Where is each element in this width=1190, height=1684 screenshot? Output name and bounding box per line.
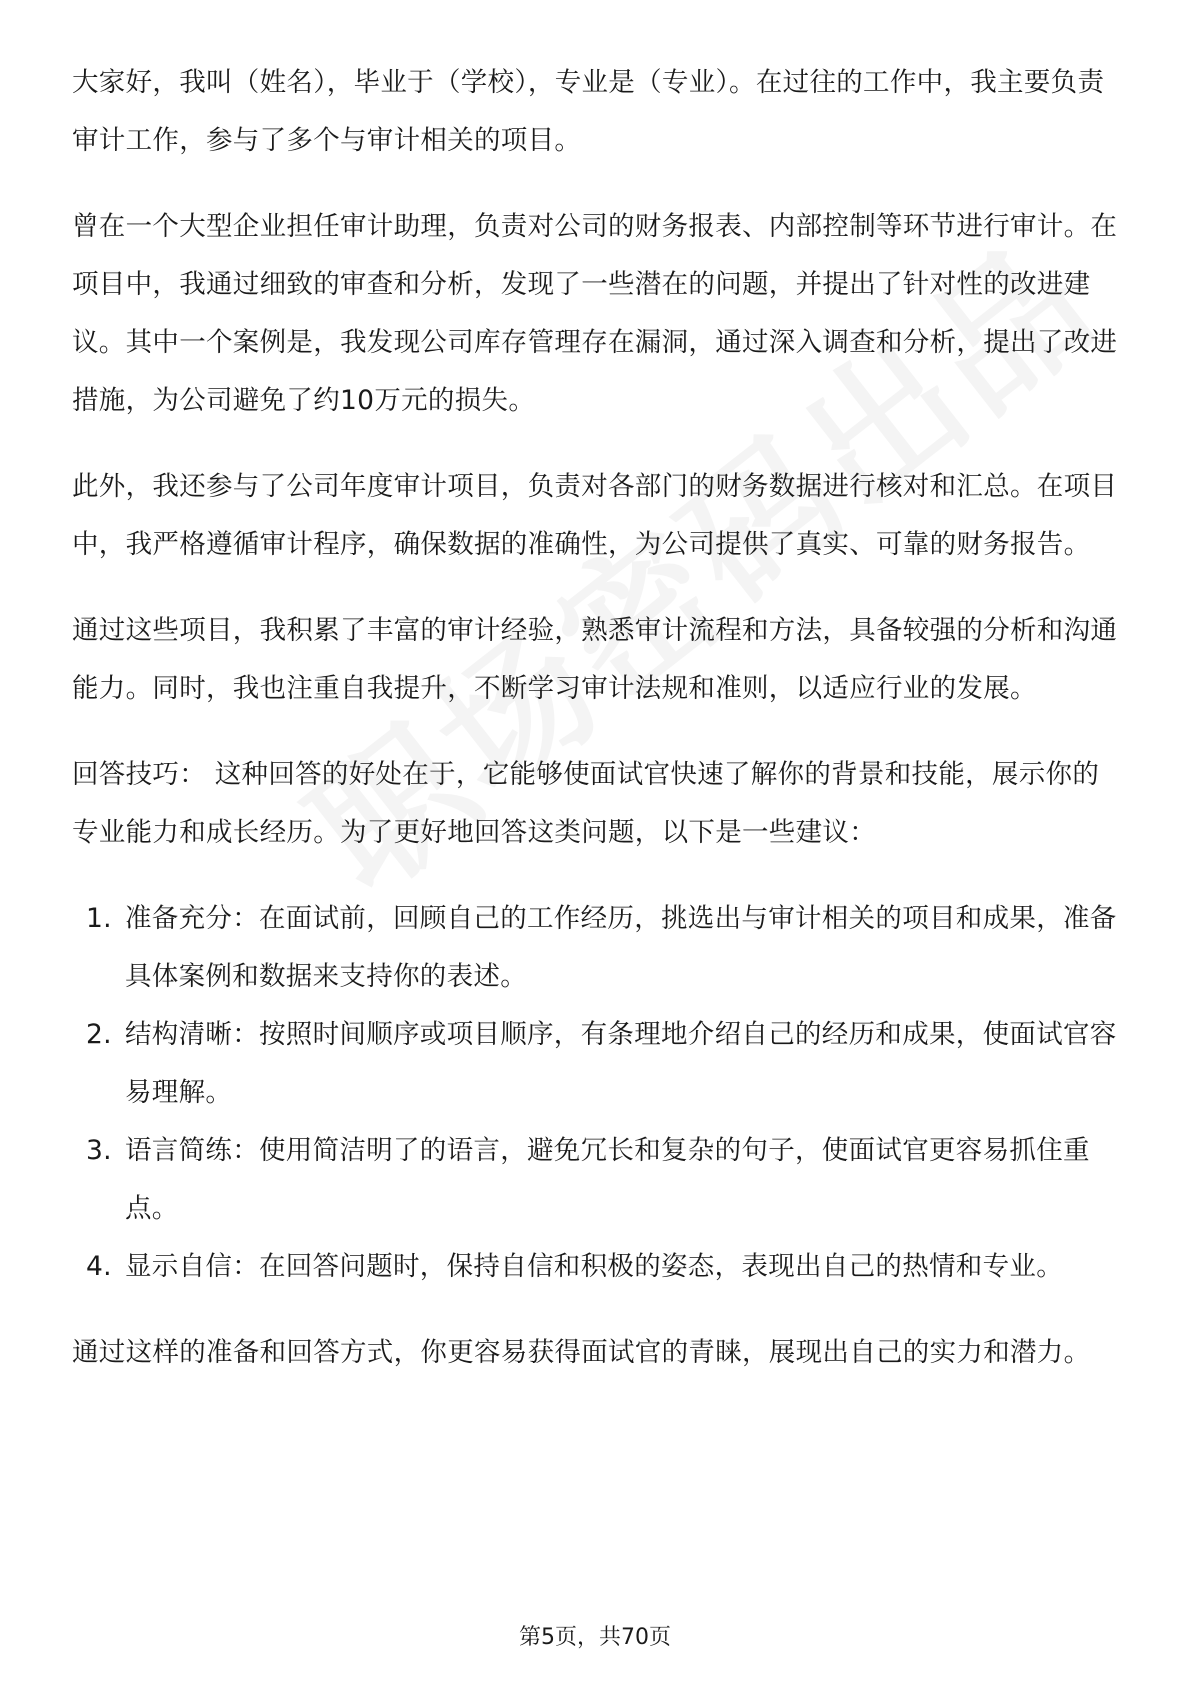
list-item-number: 4.: [86, 1251, 112, 1282]
page-number-footer: 第5页，共70页: [519, 1625, 671, 1650]
list-item-text: 结构清晰：按照时间顺序或项目顺序，有条理地介绍自己的经历和成果，使面试官容易理解。: [125, 1019, 1117, 1108]
list-item: [72, 1238, 1122, 1296]
paragraph-intro: 大家好，我叫（姓名），毕业于（学校），专业是（专业）。在过往的工作中，我主要负责审计工作，参与了多个与审计相关的项目。: [72, 67, 1105, 156]
list-item: [72, 1006, 1122, 1122]
list-item: [72, 1122, 1122, 1238]
paragraph-experience-summary: 通过这些项目，我积累了丰富的审计经验，熟悉审计流程和方法，具备较强的分析和沟通能力。同时，我也注重自我提升，不断学习审计法规和准则，以适应行业的发展。: [72, 615, 1118, 704]
list-item-text: 语言简练：使用简洁明了的语言，避免冗长和复杂的句子，使面试官更容易抓住重点。: [125, 1135, 1090, 1224]
list-item-number: 3.: [86, 1135, 112, 1166]
paragraph-answer-tips: 回答技巧： 这种回答的好处在于，它能够使面试官快速了解你的背景和技能，展示你的专业能力和成长经历。为了更好地回答这类问题，以下是一些建议：: [72, 759, 1100, 848]
paragraph-closing: 通过这样的准备和回答方式，你更容易获得面试官的青睐，展现出自己的实力和潜力。: [72, 1337, 1091, 1368]
paragraph-audit-assistant: 曾在一个大型企业担任审计助理，负责对公司的财务报表、内部控制等环节进行审计。在项目中，我通过细致的审查和分析，发现了一些潜在的问题，并提出了针对性的改进建议。其中一个案例是，我发现公司库存管理存在漏洞，通过深入调查和分析，提出了改进措施，为公司避免了约10万元的损失。: [72, 211, 1118, 416]
document-body: [72, 54, 1122, 1410]
list-item: [72, 890, 1122, 1006]
list-item-text: 准备充分：在面试前，回顾自己的工作经历，挑选出与审计相关的项目和成果，准备具体案例和数据来支持你的表述。: [125, 903, 1117, 992]
list-item-number: 1.: [86, 903, 112, 934]
list-item-number: 2.: [86, 1019, 112, 1050]
list-item-text: 显示自信：在回答问题时，保持自信和积极的姿态，表现出自己的热情和专业。: [125, 1251, 1063, 1282]
paragraph-annual-audit: 此外，我还参与了公司年度审计项目，负责对各部门的财务数据进行核对和汇总。在项目中，我严格遵循审计程序，确保数据的准确性，为公司提供了真实、可靠的财务报告。: [72, 471, 1118, 560]
tips-list: [72, 890, 1122, 1296]
